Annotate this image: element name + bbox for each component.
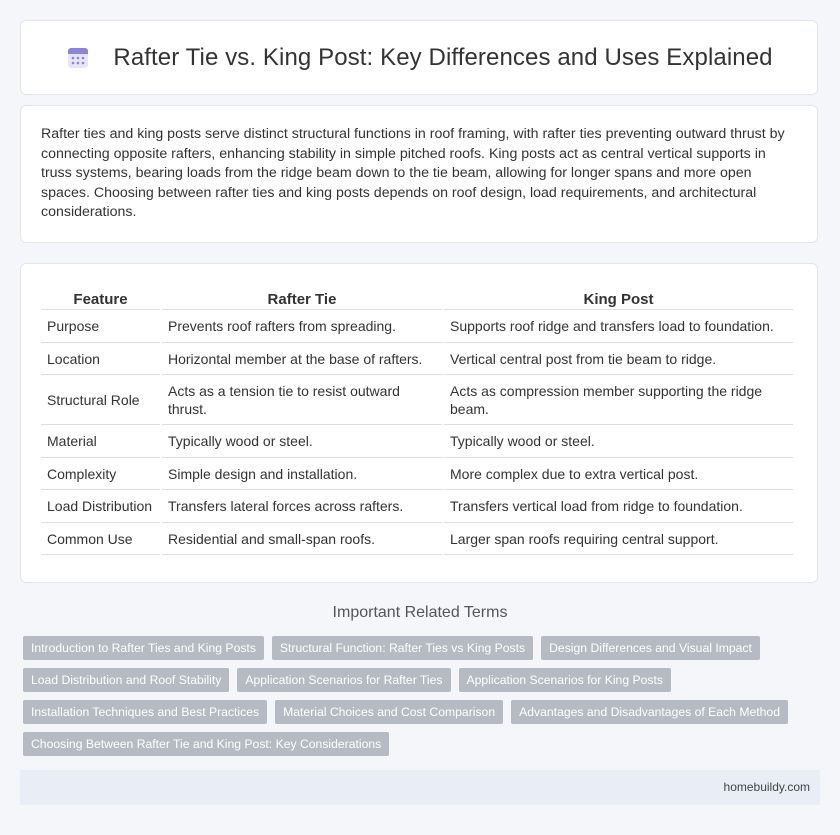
feature-cell: Load Distribution (41, 492, 160, 523)
rafter-tie-cell: Residential and small-span roofs. (162, 525, 442, 556)
related-term-link[interactable]: Application Scenarios for King Posts (459, 668, 671, 692)
related-term-link[interactable]: Load Distribution and Roof Stability (23, 668, 229, 692)
table-header-row (41, 286, 793, 310)
title-card (20, 20, 818, 95)
related-term-link[interactable]: Application Scenarios for Rafter Ties (237, 668, 450, 692)
feature-cell: Complexity (41, 460, 160, 491)
feature-cell: Structural Role (41, 377, 160, 425)
table-row (41, 460, 793, 491)
header-rafter-tie: Rafter Tie (162, 286, 442, 310)
rafter-tie-cell: Prevents roof rafters from spreading. (162, 312, 442, 343)
king-post-cell: Vertical central post from tie beam to ridge. (444, 345, 793, 376)
related-term-link[interactable]: Design Differences and Visual Impact (541, 636, 760, 660)
related-terms-list (23, 636, 813, 756)
comparison-table-card (20, 263, 818, 583)
table-row (41, 312, 793, 343)
king-post-cell: More complex due to extra vertical post. (444, 460, 793, 491)
table-row (41, 377, 793, 425)
feature-cell: Location (41, 345, 160, 376)
header-king-post: King Post (444, 286, 793, 310)
table-row (41, 345, 793, 376)
footer-site-link[interactable]: homebuildy.com (723, 780, 810, 794)
related-term-link[interactable]: Structural Function: Rafter Ties vs King Posts (272, 636, 533, 660)
rafter-tie-cell: Transfers lateral forces across rafters. (162, 492, 442, 523)
feature-cell: Purpose (41, 312, 160, 343)
feature-cell: Common Use (41, 525, 160, 556)
intro-card (20, 105, 818, 243)
intro-paragraph: Rafter ties and king posts serve distinct structural functions in roof framing, with rafter ties preventing outward thrust by connecting opposite rafters, enhancing stability in simple pitched roofs. King posts act as central vertical supports in truss systems, bearing loads from the ridge beam down to the tie beam, allowing for longer spans and more open spaces. Choosing between rafter ties and king posts depends on roof design, load requirements, and architectural considerations. (41, 126, 785, 221)
king-post-cell: Typically wood or steel. (444, 427, 793, 458)
rafter-tie-cell: Horizontal member at the base of rafters. (162, 345, 442, 376)
king-post-cell: Larger span roofs requiring central support. (444, 525, 793, 556)
king-post-cell: Transfers vertical load from ridge to foundation. (444, 492, 793, 523)
footer (20, 770, 820, 805)
related-term-link[interactable]: Installation Techniques and Best Practices (23, 700, 267, 724)
table-row (41, 525, 793, 556)
related-term-link[interactable]: Introduction to Rafter Ties and King Posts (23, 636, 264, 660)
calendar-icon (65, 45, 91, 71)
rafter-tie-cell: Acts as a tension tie to resist outward thrust. (162, 377, 442, 425)
rafter-tie-cell: Simple design and installation. (162, 460, 442, 491)
page-title: Rafter Tie vs. King Post: Key Differences and Uses Explained (113, 43, 773, 71)
related-term-link[interactable]: Material Choices and Cost Comparison (275, 700, 503, 724)
rafter-tie-cell: Typically wood or steel. (162, 427, 442, 458)
table-row (41, 492, 793, 523)
header-feature: Feature (41, 286, 160, 310)
related-term-link[interactable]: Advantages and Disadvantages of Each Method (511, 700, 788, 724)
related-term-link[interactable]: Choosing Between Rafter Tie and King Post: Key Considerations (23, 732, 389, 756)
related-terms-title: Important Related Terms (332, 604, 508, 621)
feature-cell: Material (41, 427, 160, 458)
king-post-cell: Supports roof ridge and transfers load to foundation. (444, 312, 793, 343)
comparison-table (39, 284, 795, 557)
king-post-cell: Acts as compression member supporting the ridge beam. (444, 377, 793, 425)
table-row (41, 427, 793, 458)
